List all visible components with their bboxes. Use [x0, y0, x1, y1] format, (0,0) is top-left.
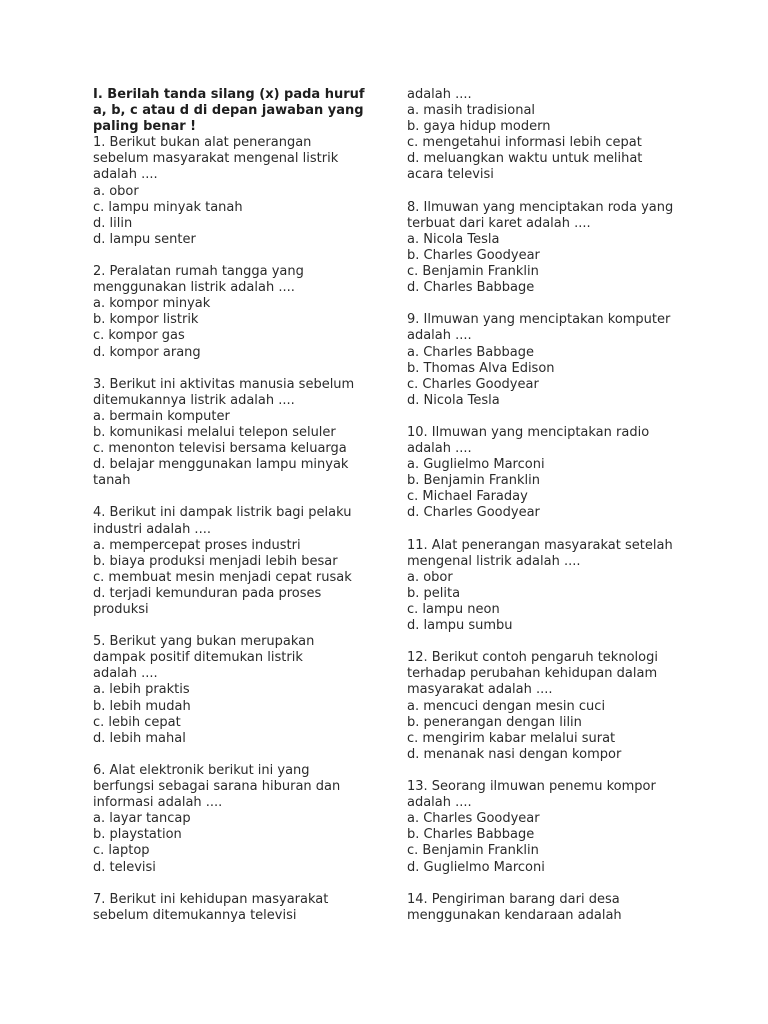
answer-option: c. lebih cepat [93, 714, 181, 730]
question-block [93, 264, 368, 361]
heading-line: paling benar ! [93, 119, 197, 135]
answer-option: c. Charles Goodyear [407, 376, 539, 392]
right-questions [407, 87, 697, 924]
answer-option: b. gaya hidup modern [407, 119, 551, 135]
question-block [93, 505, 368, 618]
question-block [407, 312, 697, 409]
question-stem-line: adalah .... [407, 795, 472, 811]
answer-option: b. Charles Babbage [407, 827, 535, 843]
answer-option: b. penerangan dengan lilin [407, 714, 582, 730]
answer-option: c. mengirim kabar melalui surat [407, 730, 616, 746]
answer-option: a. obor [93, 183, 139, 199]
question-stem-line: 10. Ilmuwan yang menciptakan radio [407, 424, 650, 440]
question-block [407, 538, 697, 635]
question-stem-line: terbuat dari karet adalah .... [407, 215, 591, 231]
question-stem-line: 7. Berikut ini kehidupan masyarakat [93, 891, 329, 907]
answer-option: produksi [93, 602, 149, 617]
answer-option: b. lebih mudah [93, 698, 191, 714]
question-stem-line: ditemukannya listrik adalah .... [93, 392, 295, 408]
answer-option: c. lampu minyak tanah [93, 199, 243, 215]
left-column [93, 87, 368, 940]
answer-option: a. mencuci dengan mesin cuci [407, 698, 606, 714]
question-stem-line: berfungsi sebagai sarana hiburan dan [93, 779, 341, 795]
question-stem-line: 5. Berikut yang bukan merupakan [93, 634, 315, 650]
answer-option: c. membuat mesin menjadi cepat rusak [93, 569, 352, 585]
question-stem-line: informasi adalah .... [93, 795, 223, 811]
question-stem-line: mengenal listrik adalah .... [407, 553, 581, 569]
question-stem-line: terhadap perubahan kehidupan dalam [407, 666, 658, 682]
answer-option: d. Charles Goodyear [407, 505, 540, 521]
question-block [93, 763, 368, 876]
question-stem-line: 3. Berikut ini aktivitas manusia sebelum [93, 376, 355, 392]
question-stem-line: menggunakan kendaraan adalah [407, 907, 622, 923]
question-block [93, 135, 368, 248]
question-block [93, 634, 368, 747]
answer-option: a. kompor minyak [93, 296, 211, 312]
heading-line: a, b, c atau d di depan jawaban yang [93, 103, 364, 119]
answer-option: c. mengetahui informasi lebih cepat [407, 135, 642, 151]
answer-option: c. Benjamin Franklin [407, 843, 539, 859]
answer-option: d. belajar menggunakan lampu minyak [93, 457, 349, 473]
question-stem-line: 8. Ilmuwan yang menciptakan roda yang [407, 199, 674, 215]
question-block [407, 87, 697, 184]
question-stem-line: adalah .... [93, 167, 158, 183]
answer-option: a. Guglielmo Marconi [407, 457, 545, 473]
question-stem-line: adalah .... [407, 328, 472, 344]
question-stem-line: sebelum ditemukannya televisi [93, 907, 297, 923]
answer-option: a. bermain komputer [93, 408, 230, 424]
question-stem-line: 9. Ilmuwan yang menciptakan komputer [407, 312, 671, 328]
question-block [407, 650, 697, 763]
answer-option: a. mempercepat proses industri [93, 537, 301, 553]
answer-option: d. lilin [93, 215, 133, 231]
answer-option: c. menonton televisi bersama keluarga [93, 441, 347, 457]
question-stem-line: 1. Berikut bukan alat penerangan [93, 135, 312, 151]
answer-option: a. obor [407, 569, 453, 585]
answer-option: d. televisi [93, 859, 156, 875]
question-stem-line: sebelum masyarakat mengenal listrik [93, 151, 339, 167]
answer-option: c. lampu neon [407, 602, 500, 617]
question-stem-line: adalah .... [407, 441, 472, 457]
answer-option: a. Charles Goodyear [407, 811, 540, 827]
question-stem-line: 14. Pengiriman barang dari desa [407, 891, 620, 907]
answer-option: b. Thomas Alva Edison [407, 360, 555, 376]
question-block [407, 425, 697, 522]
answer-option: b. kompor listrik [93, 312, 199, 328]
answer-option: a. Charles Babbage [407, 344, 534, 360]
answer-option: acara televisi [407, 167, 494, 183]
question-stem-line: 11. Alat penerangan masyarakat setelah [407, 537, 673, 553]
heading-line: I. Berilah tanda silang (x) pada huruf [93, 87, 365, 102]
answer-option: c. laptop [93, 843, 150, 859]
answer-option: a. lebih praktis [93, 682, 190, 698]
answer-option: b. pelita [407, 585, 461, 601]
answer-option: c. Michael Faraday [407, 489, 528, 505]
answer-option: b. biaya produksi menjadi lebih besar [93, 553, 338, 569]
question-block [93, 892, 368, 924]
answer-option: c. kompor gas [93, 328, 185, 344]
answer-option: d. meluangkan waktu untuk melihat [407, 151, 643, 167]
answer-option: a. masih tradisional [407, 103, 536, 119]
answer-option: b. playstation [93, 827, 182, 843]
answer-option: d. lampu sumbu [407, 618, 513, 634]
right-column [407, 87, 697, 940]
answer-option: d. Charles Babbage [407, 280, 535, 296]
answer-option: a. layar tancap [93, 811, 191, 827]
left-questions [93, 135, 368, 924]
answer-option: d. kompor arang [93, 344, 201, 360]
answer-option: d. terjadi kemunduran pada proses [93, 585, 322, 601]
instruction-heading [93, 87, 368, 135]
question-block [93, 377, 368, 490]
answer-option: b. Charles Goodyear [407, 247, 540, 263]
question-stem-line: 4. Berikut ini dampak listrik bagi pelaku [93, 505, 352, 521]
answer-option: d. lebih mahal [93, 730, 186, 746]
question-block [407, 200, 697, 297]
question-block [407, 892, 697, 924]
question-stem-line: adalah .... [93, 666, 158, 682]
question-block [407, 779, 697, 876]
answer-option: d. Guglielmo Marconi [407, 859, 545, 875]
question-stem-line: 13. Seorang ilmuwan penemu kompor [407, 779, 656, 795]
question-stem-line: 6. Alat elektronik berikut ini yang [93, 762, 310, 778]
question-stem-line: masyarakat adalah .... [407, 682, 553, 698]
question-stem-line: industri adalah .... [93, 521, 211, 537]
answer-option: c. Benjamin Franklin [407, 264, 539, 280]
answer-option: a. Nicola Tesla [407, 231, 500, 247]
question-stem-line: adalah .... [407, 87, 472, 102]
question-stem-line: 2. Peralatan rumah tangga yang [93, 264, 304, 280]
question-stem-line: dampak positif ditemukan listrik [93, 650, 303, 666]
answer-option: b. Benjamin Franklin [407, 473, 540, 489]
answer-option: tanah [93, 473, 131, 489]
answer-option: d. lampu senter [93, 231, 196, 247]
answer-option: d. Nicola Tesla [407, 392, 500, 408]
question-stem-line: menggunakan listrik adalah .... [93, 280, 295, 296]
answer-option: d. menanak nasi dengan kompor [407, 746, 622, 762]
answer-option: b. komunikasi melalui telepon seluler [93, 424, 336, 440]
question-stem-line: 12. Berikut contoh pengaruh teknologi [407, 650, 658, 666]
